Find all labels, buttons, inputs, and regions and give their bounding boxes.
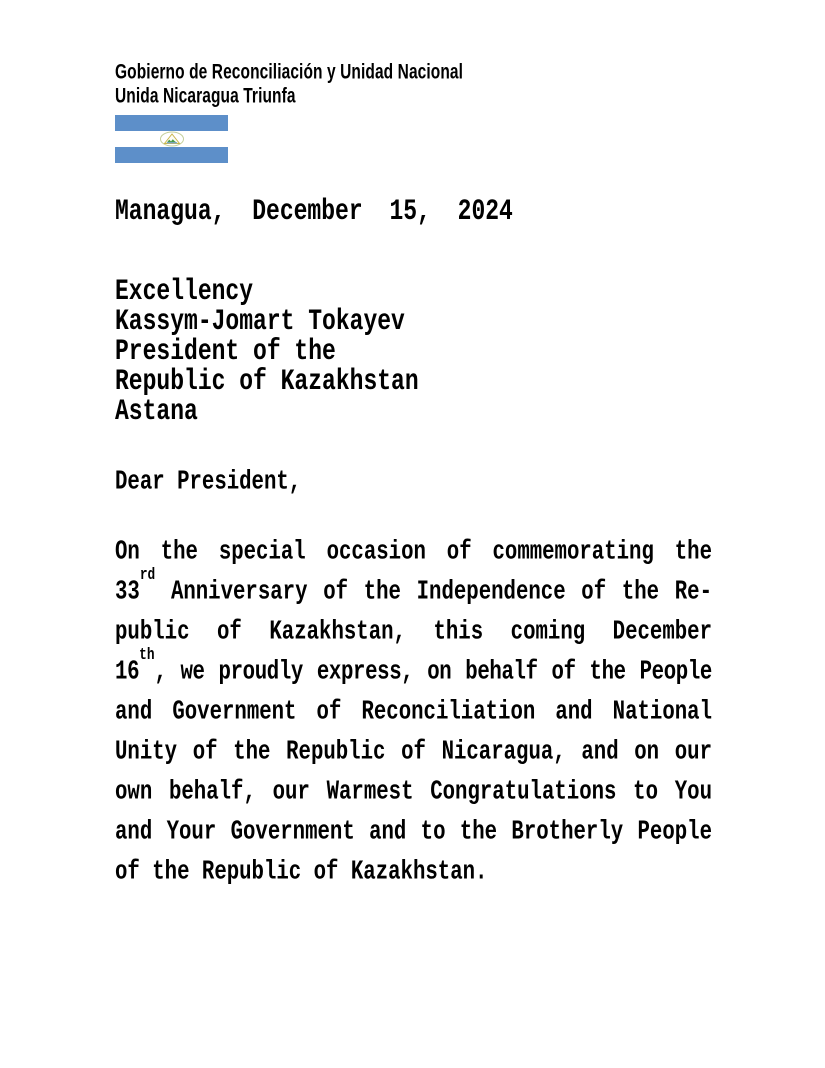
flag-stripe-middle <box>115 131 228 147</box>
recipient-line: Astana <box>115 394 198 428</box>
letter-body <box>115 534 712 894</box>
nicaragua-flag <box>115 115 228 163</box>
body-line: of the Republic of Kazakhstan. <box>115 857 488 888</box>
recipient-block <box>115 274 712 428</box>
nicaragua-coat-of-arms-icon <box>159 131 185 147</box>
recipient-line: Republic of Kazakhstan <box>115 364 419 398</box>
salutation: Dear President, <box>115 467 302 498</box>
body-line: 16th, we proudly express, on behalf of the People <box>115 644 712 688</box>
body-line: and Your Government and to the Brotherly People <box>115 817 712 848</box>
body-line: Unity of the Republic of Nicaragua, and on our <box>115 737 712 768</box>
flag-stripe-bottom <box>115 147 228 163</box>
body-line: On the special occasion of commemorating the <box>115 537 712 568</box>
body-line: 33rd Anniversary of the Independence of the Re- <box>115 564 712 608</box>
body-line: and Government of Reconciliation and National <box>115 697 712 728</box>
dateline: Managua, December 15, 2024 <box>115 194 513 228</box>
recipient-line: Kassym-Jomart Tokayev <box>115 304 405 338</box>
letterhead <box>115 61 712 163</box>
recipient-line: President of the <box>115 334 336 368</box>
recipient-line: Excellency <box>115 274 254 308</box>
letterhead-title-line2: Unida Nicaragua Triunfa <box>115 84 296 109</box>
flag-stripe-top <box>115 115 228 131</box>
body-line: public of Kazakhstan, this coming December <box>115 617 712 648</box>
letterhead-title-line1: Gobierno de Reconciliación y Unidad Nacional <box>115 60 464 85</box>
body-line: own behalf, our Warmest Congratulations to You <box>115 777 712 808</box>
